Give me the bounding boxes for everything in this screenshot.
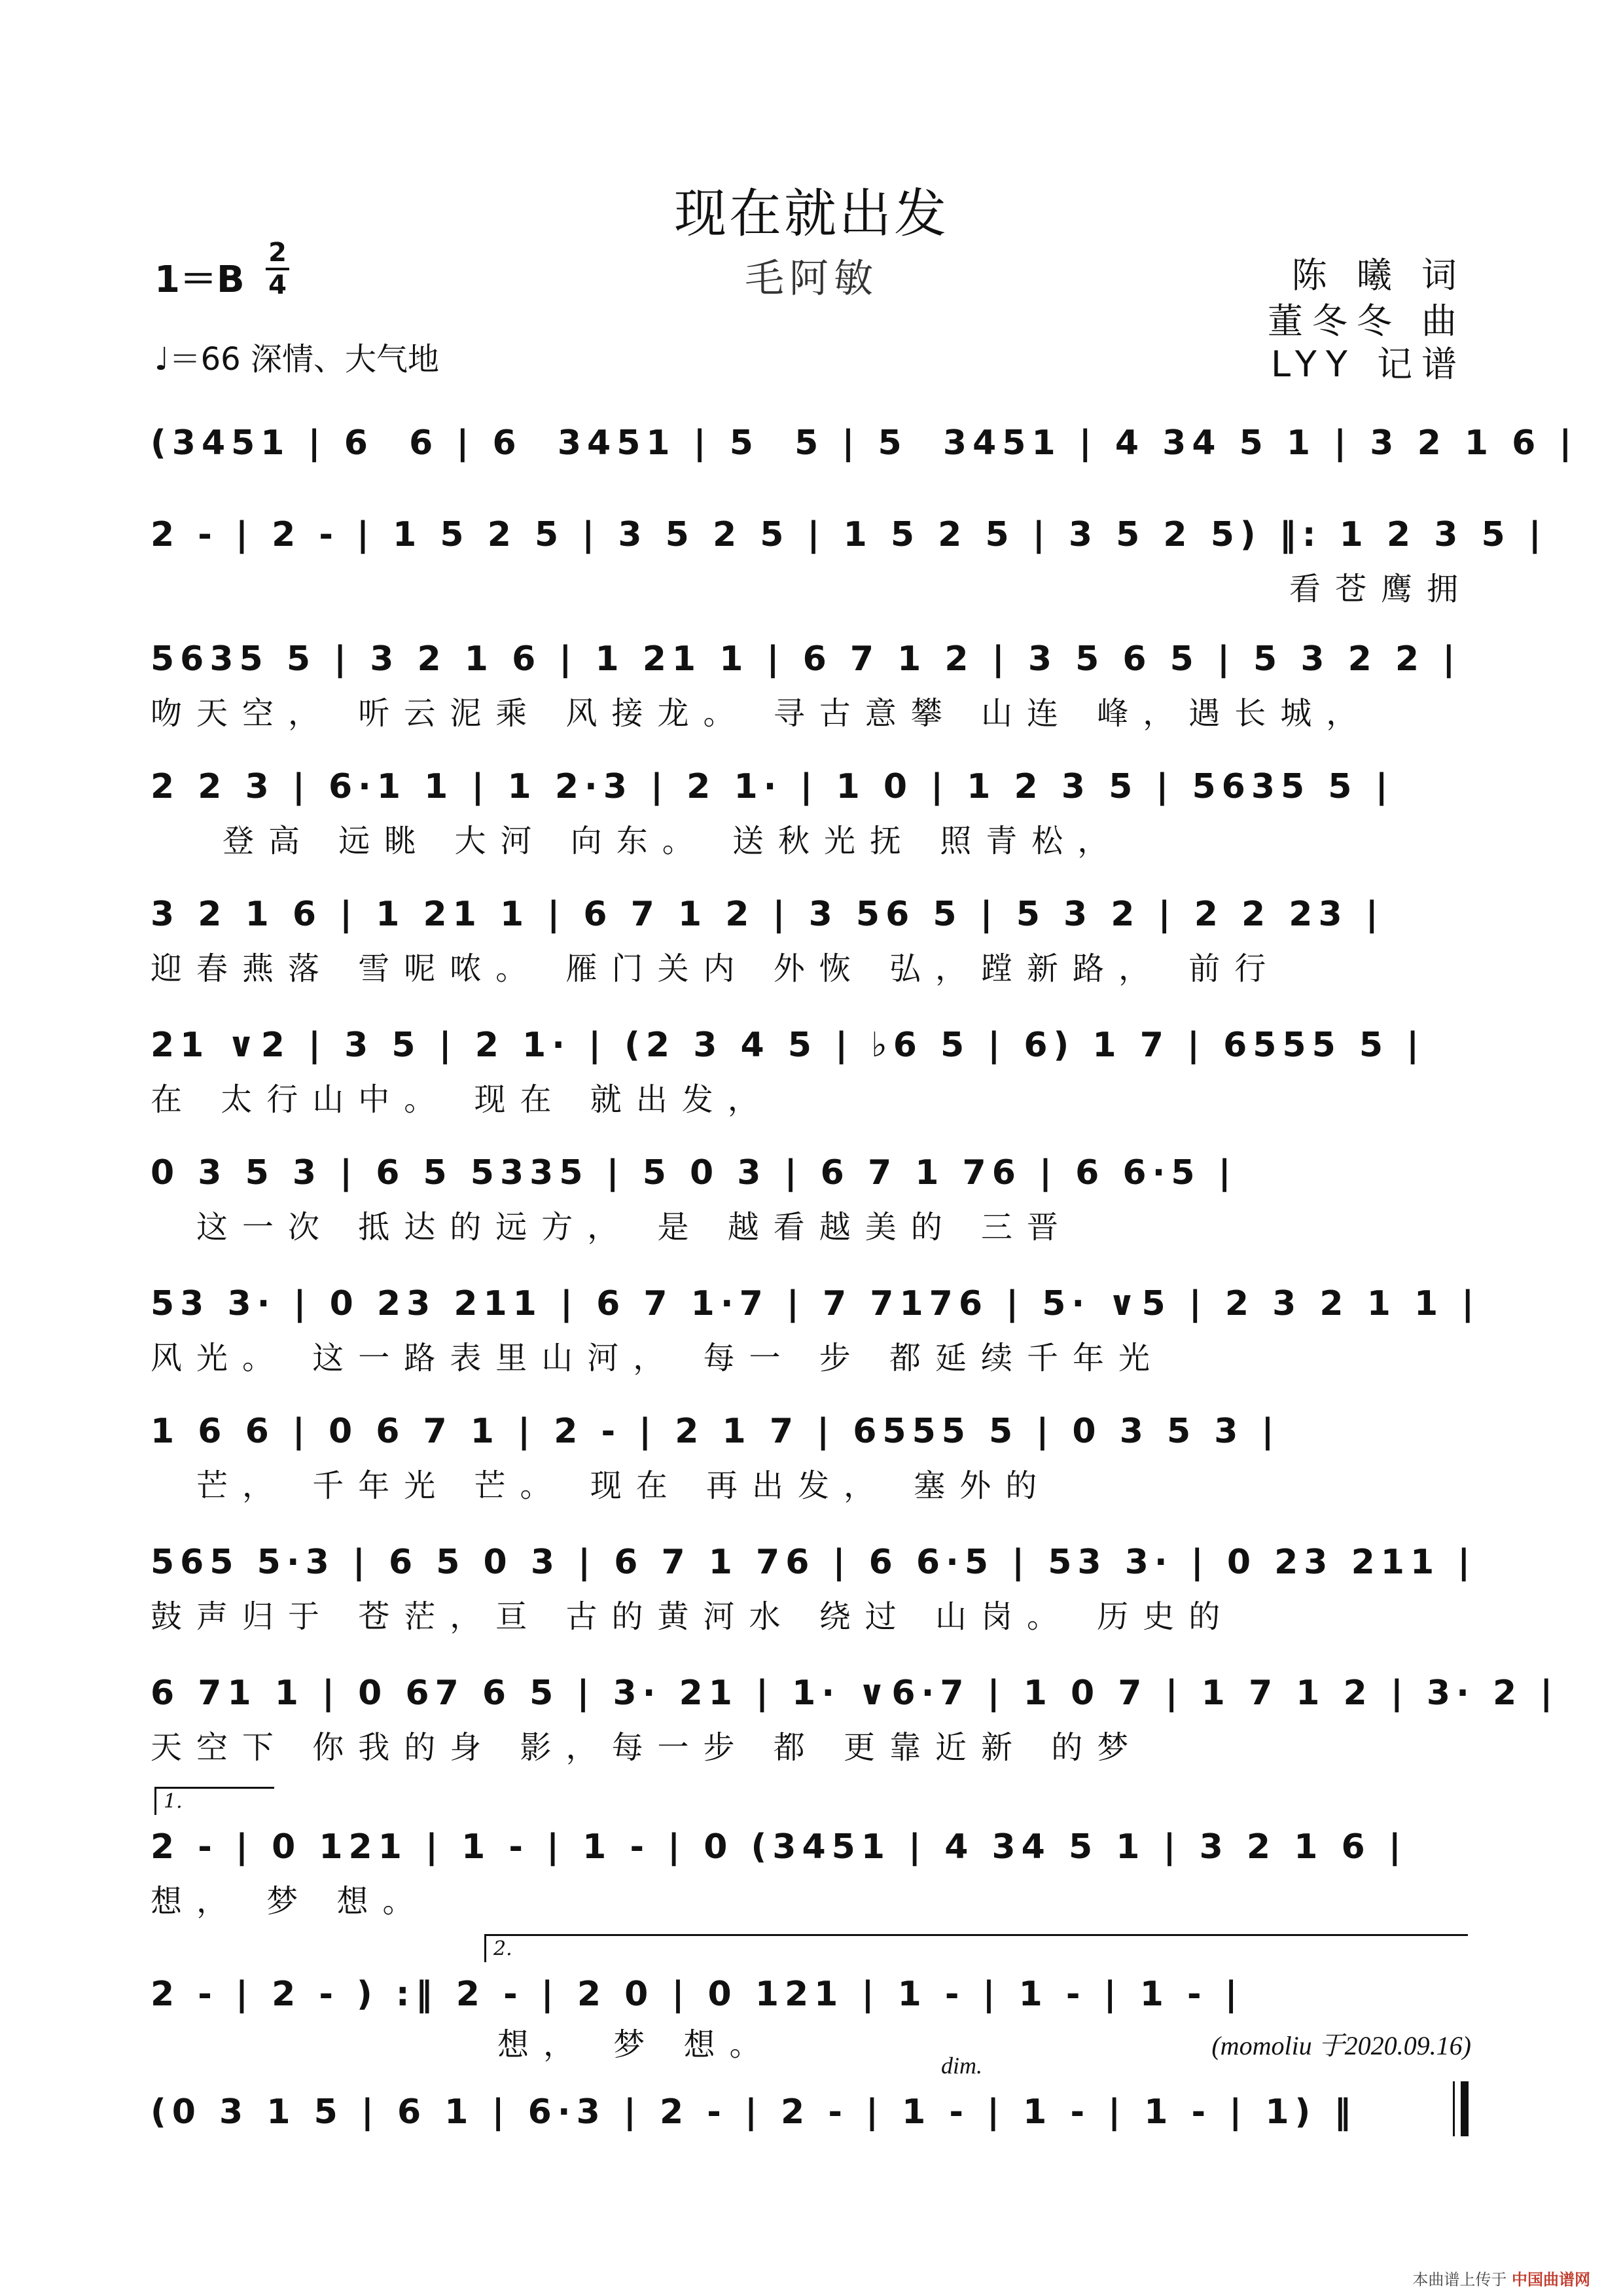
transcription-note: (momoliu 于2020.09.16) bbox=[1211, 2031, 1471, 2060]
site-logo: 中国曲谱网 bbox=[1512, 2270, 1590, 2289]
lyric-line-5: 迎春燕落 雪呢哝。 雁门关内 外恢 弘，蹚新路， 前行 bbox=[151, 950, 1281, 987]
final-barline-thick bbox=[1461, 2081, 1469, 2136]
song-title: 现在就出发 bbox=[674, 183, 949, 244]
lyric-line-9: 芒， 千年光 芒。 现在 再出发， 塞外的 bbox=[196, 1467, 1052, 1504]
lyric-line-6: 在 太行山中。 现在 就出发， bbox=[151, 1081, 774, 1118]
lyric-line-7: 这一次 抵达的远方， 是 越看越美的 三晋 bbox=[196, 1209, 1073, 1246]
lyric-line-12: 想， 梦 想。 bbox=[151, 1883, 429, 1920]
lyric-line-13: 想， 梦 想。 bbox=[497, 2026, 776, 2063]
score-line-12: 2 - | 0 121 | 1 - | 1 - | 0 (3451 | 4 34 5 1 | 3 2 1 6 | bbox=[151, 1827, 1407, 1867]
score-line-14: (0 3 1 5 | 6 1 | 6·3 | 2 - | 2 - | 1 - | 1 - | 1 - | 1) ‖ bbox=[151, 2092, 1357, 2132]
score-line-10: 565 5·3 | 6 5 0 3 | 6 7 1 76 | 6 6·5 | 53 3· | 0 23 211 | bbox=[151, 1543, 1476, 1582]
time-signature bbox=[264, 238, 291, 300]
tempo-marking: ♩＝66 深情、大气地 bbox=[154, 341, 439, 378]
score-line-2: 2 - | 2 - | 1 5 2 5 | 3 5 2 5 | 1 5 2 5 | 3 5 2 5) ‖: 1 2 3 5 | bbox=[151, 515, 1547, 554]
score-line-9: 1 6 6 | 0 6 7 1 | 2 - | 2 1 7 | 6555 5 | 0 3 5 3 | bbox=[151, 1412, 1280, 1451]
score-line-4: 2 2 3 | 6·1 1 | 1 2·3 | 2 1· | 1 0 | 1 2 3 5 | 5635 5 | bbox=[151, 767, 1394, 806]
time-denominator: 4 bbox=[268, 270, 287, 300]
footer-upload-text: 本曲谱上传于 bbox=[1412, 2270, 1507, 2289]
score-line-6: 21 ∨2 | 3 5 | 2 1· | (2 3 4 5 | ♭6 5 | 6) 1 7 | 6555 5 | bbox=[151, 1026, 1425, 1065]
lyricist-credit: 陈 曦 词 bbox=[1291, 255, 1466, 296]
score-line-3: 5635 5 | 3 2 1 6 | 1 21 1 | 6 7 1 2 | 3 5 6 5 | 5 3 2 2 | bbox=[151, 639, 1461, 679]
score-line-13: 2 - | 2 - ) :‖ 2 - | 2 0 | 0 121 | 1 - | 1 - | 1 - | bbox=[151, 1975, 1243, 2014]
lyric-line-11: 天空下 你我的身 影，每一步 都 更靠近新 的梦 bbox=[151, 1729, 1143, 1766]
score-line-5: 3 2 1 6 | 1 21 1 | 6 7 1 2 | 3 56 5 | 5 3 2 | 2 2 23 | bbox=[151, 895, 1384, 934]
footer-watermark bbox=[1412, 2267, 1590, 2289]
lyric-line-4: 登高 远眺 大河 向东。 送秋光抚 照青松， bbox=[223, 823, 1124, 859]
transcriber-credit: LYY 记谱 bbox=[1270, 344, 1466, 385]
key-signature: 1＝B bbox=[154, 259, 245, 301]
lyric-line-8: 风光。 这一路表里山河， 每一 步 都延续千年光 bbox=[151, 1340, 1165, 1376]
lyric-line-10: 鼓声归于 苍茫，亘 古的黄河水 绕过 山岗。 历史的 bbox=[151, 1598, 1235, 1635]
lyric-line-2: 看苍鹰拥 bbox=[1289, 571, 1472, 607]
singer-name: 毛阿敏 bbox=[745, 256, 878, 302]
score-line-1: (3451 | 6 6 | 6 3451 | 5 5 | 5 3451 | 4 34 5 1 | 3 2 1 6 | bbox=[151, 423, 1578, 463]
composer-credit: 董冬冬 曲 bbox=[1267, 300, 1466, 342]
score-line-11: 6 71 1 | 0 67 6 5 | 3· 21 | 1· ∨6·7 | 1 0 7 | 1 7 1 2 | 3· 2 | bbox=[151, 1674, 1559, 1713]
volta-bracket-2 bbox=[484, 1934, 1468, 1962]
score-line-8: 53 3· | 0 23 211 | 6 7 1·7 | 7 7176 | 5· ∨5 | 2 3 2 1 1 | bbox=[151, 1284, 1480, 1323]
volta-2-label: 2. bbox=[493, 1937, 512, 1960]
lyric-line-3: 吻天空， 听云泥乘 风接龙。 寻古意攀 山连 峰，遇长城， bbox=[151, 695, 1372, 732]
dynamic-marking: dim. bbox=[941, 2053, 982, 2079]
score-line-7: 0 3 5 3 | 6 5 5335 | 5 0 3 | 6 7 1 76 | 6 6·5 | bbox=[151, 1153, 1237, 1193]
final-barline-thin bbox=[1453, 2081, 1455, 2136]
time-numerator: 2 bbox=[268, 238, 287, 268]
volta-1-label: 1. bbox=[164, 1790, 183, 1813]
